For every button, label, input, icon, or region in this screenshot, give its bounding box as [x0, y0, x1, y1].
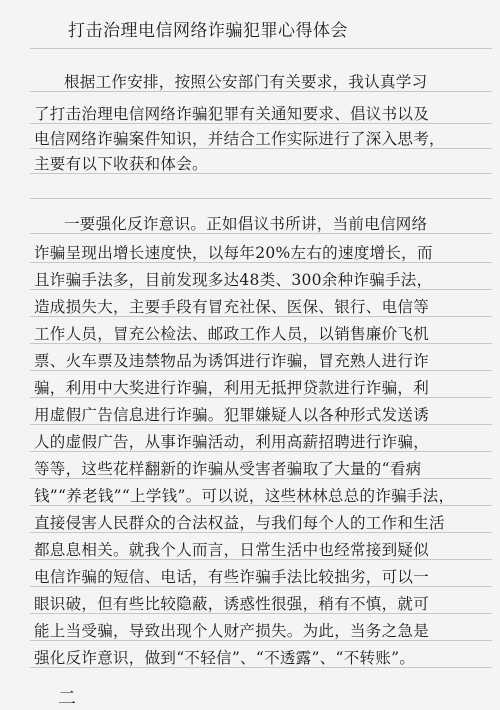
intro-line: 主要有以下收获和体会。: [34, 155, 208, 173]
body-line: 造成损失大，主要手段有冒充社保、医保、银行、电信等: [34, 298, 430, 316]
intro-line: 了打击治理电信网络诈骗犯罪有关通知要求、倡议书以及: [34, 105, 430, 123]
body-line: 用虚假广告信息进行诈骗。犯罪嫌疑人以各种形式发送诱: [34, 406, 430, 424]
intro-line: 根据工作安排，按照公安部门有关要求，我认真学习: [64, 73, 428, 91]
body-line: 钱”“养老钱”“上学钱”。可以说，这些林林总总的诈骗手法，: [34, 487, 455, 505]
document-title: 打击治理电信网络诈骗犯罪心得体会: [68, 21, 348, 41]
body-line: 工作人员，冒充公检法、邮政工作人员，以销售廉价飞机: [34, 325, 430, 343]
body-line: 票、火车票及违禁物品为诱饵进行诈骗，冒充熟人进行诈: [34, 352, 430, 370]
body-line: 诈骗呈现出增长速度快，以每年20%左右的速度增长，而: [34, 244, 433, 262]
ruled-line: [30, 48, 492, 49]
body-line: 能上当受骗，导致出现个人财产损失。为此，当务之急是: [34, 622, 430, 640]
body-line: 强化反诈意识，做到“不轻信”、“不透露”、“不转账”。: [34, 649, 416, 667]
ruled-line: [30, 198, 492, 199]
intro-line: 电信网络诈骗案件知识，并结合工作实际进行了深入思考，: [34, 130, 445, 148]
body-line: 骗，利用中大奖进行诈骗，利用无抵押贷款进行诈骗，利: [34, 379, 430, 397]
next-section-heading: 二: [58, 688, 76, 709]
body-line: 人的虚假广告，从事诈骗活动，利用高薪招聘进行诈骗，: [34, 433, 430, 451]
body-line: 且诈骗手法多，目前发现多达48类、300余种诈骗手法，: [34, 271, 433, 289]
body-line: 都息息相关。就我个人而言，日常生活中也经常接到疑似: [34, 541, 430, 559]
body-line: 等等，这些花样翻新的诈骗从受害者骗取了大量的“看病: [34, 460, 422, 478]
body-line: 直接侵害人民群众的合法权益，与我们每个人的工作和生活: [34, 514, 445, 532]
body-line: 电信诈骗的短信、电话，有些诈骗手法比较拙劣，可以一: [34, 568, 430, 586]
body-line: 眼识破，但有些比较隐蔽，诱惑性很强，稍有不慎，就可: [34, 595, 430, 613]
body-line: 一要强化反诈意识。正如倡议书所讲，当前电信网络: [64, 215, 428, 233]
